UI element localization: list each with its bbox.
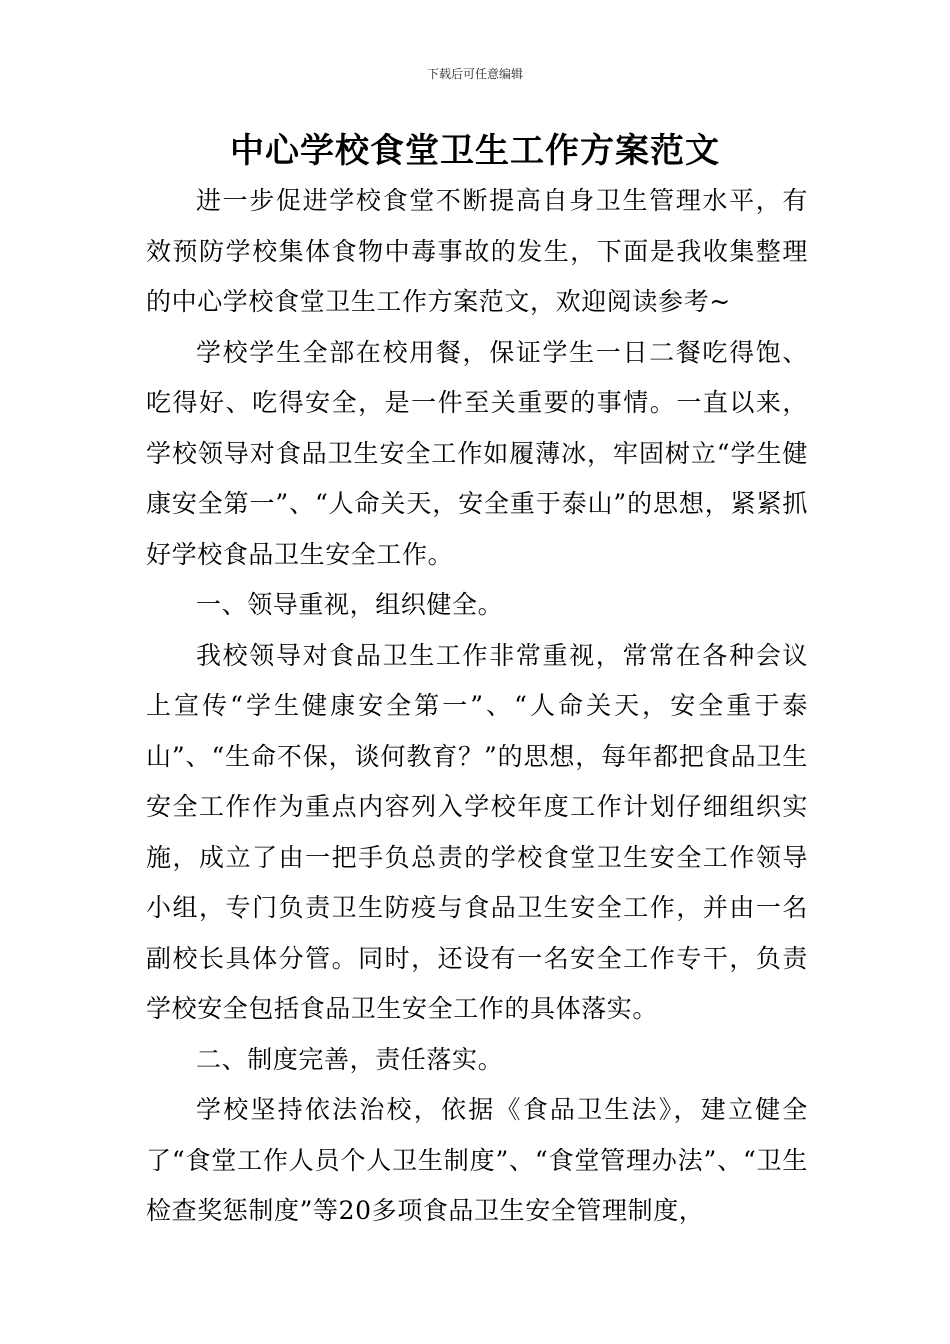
document-title: 中心学校食堂卫生工作方案范文	[230, 131, 720, 171]
section-heading-1: 一、领导重视，组织健全。	[196, 590, 504, 619]
section-heading-2: 二、制度完善，责任落实。	[196, 1044, 504, 1074]
paragraph-leadership: 我校领导对食品卫生工作非常重视，常常在各种会议上宣传“学生健康安全第一”、“人命关天，安全重于泰山”、“生命不保，谈何教育？”的思想，每年都把食品卫生安全工作作为重点内容列入学校年度工作计划仔细组织实施，成立了由一把手负总责的学校食堂卫生安全工作领导小组，专门负责卫生防疫与食品卫生安全工作，并由一名副校长具体分管。同时，还设有一名安全工作专干，负责学校安全包括食品卫生安全工作的具体落实。	[146, 640, 808, 1023]
paragraph-background: 学校学生全部在校用餐，保证学生一日二餐吃得饱、吃得好、吃得安全，是一件至关重要的事情。一直以来，学校领导对食品卫生安全工作如履薄冰，牢固树立“学生健康安全第一”、“人命关天，安全重于泰山”的思想，紧紧抓好学校食品卫生安全工作。	[146, 337, 808, 569]
paragraph-regulations: 学校坚持依法治校，依据《食品卫生法》，建立健全了“食堂工作人员个人卫生制度”、“食堂管理办法”、“卫生检查奖惩制度”等20多项食品卫生安全管理制度，	[146, 1095, 808, 1225]
page-header-note: 下载后可任意编辑	[426, 67, 523, 81]
paragraph-intro: 进一步促进学校食堂不断提高自身卫生管理水平，有效预防学校集体食物中毒事故的发生，下面是我收集整理的中心学校食堂卫生工作方案范文，欢迎阅读参考~	[146, 186, 808, 316]
document-body	[146, 176, 808, 1237]
